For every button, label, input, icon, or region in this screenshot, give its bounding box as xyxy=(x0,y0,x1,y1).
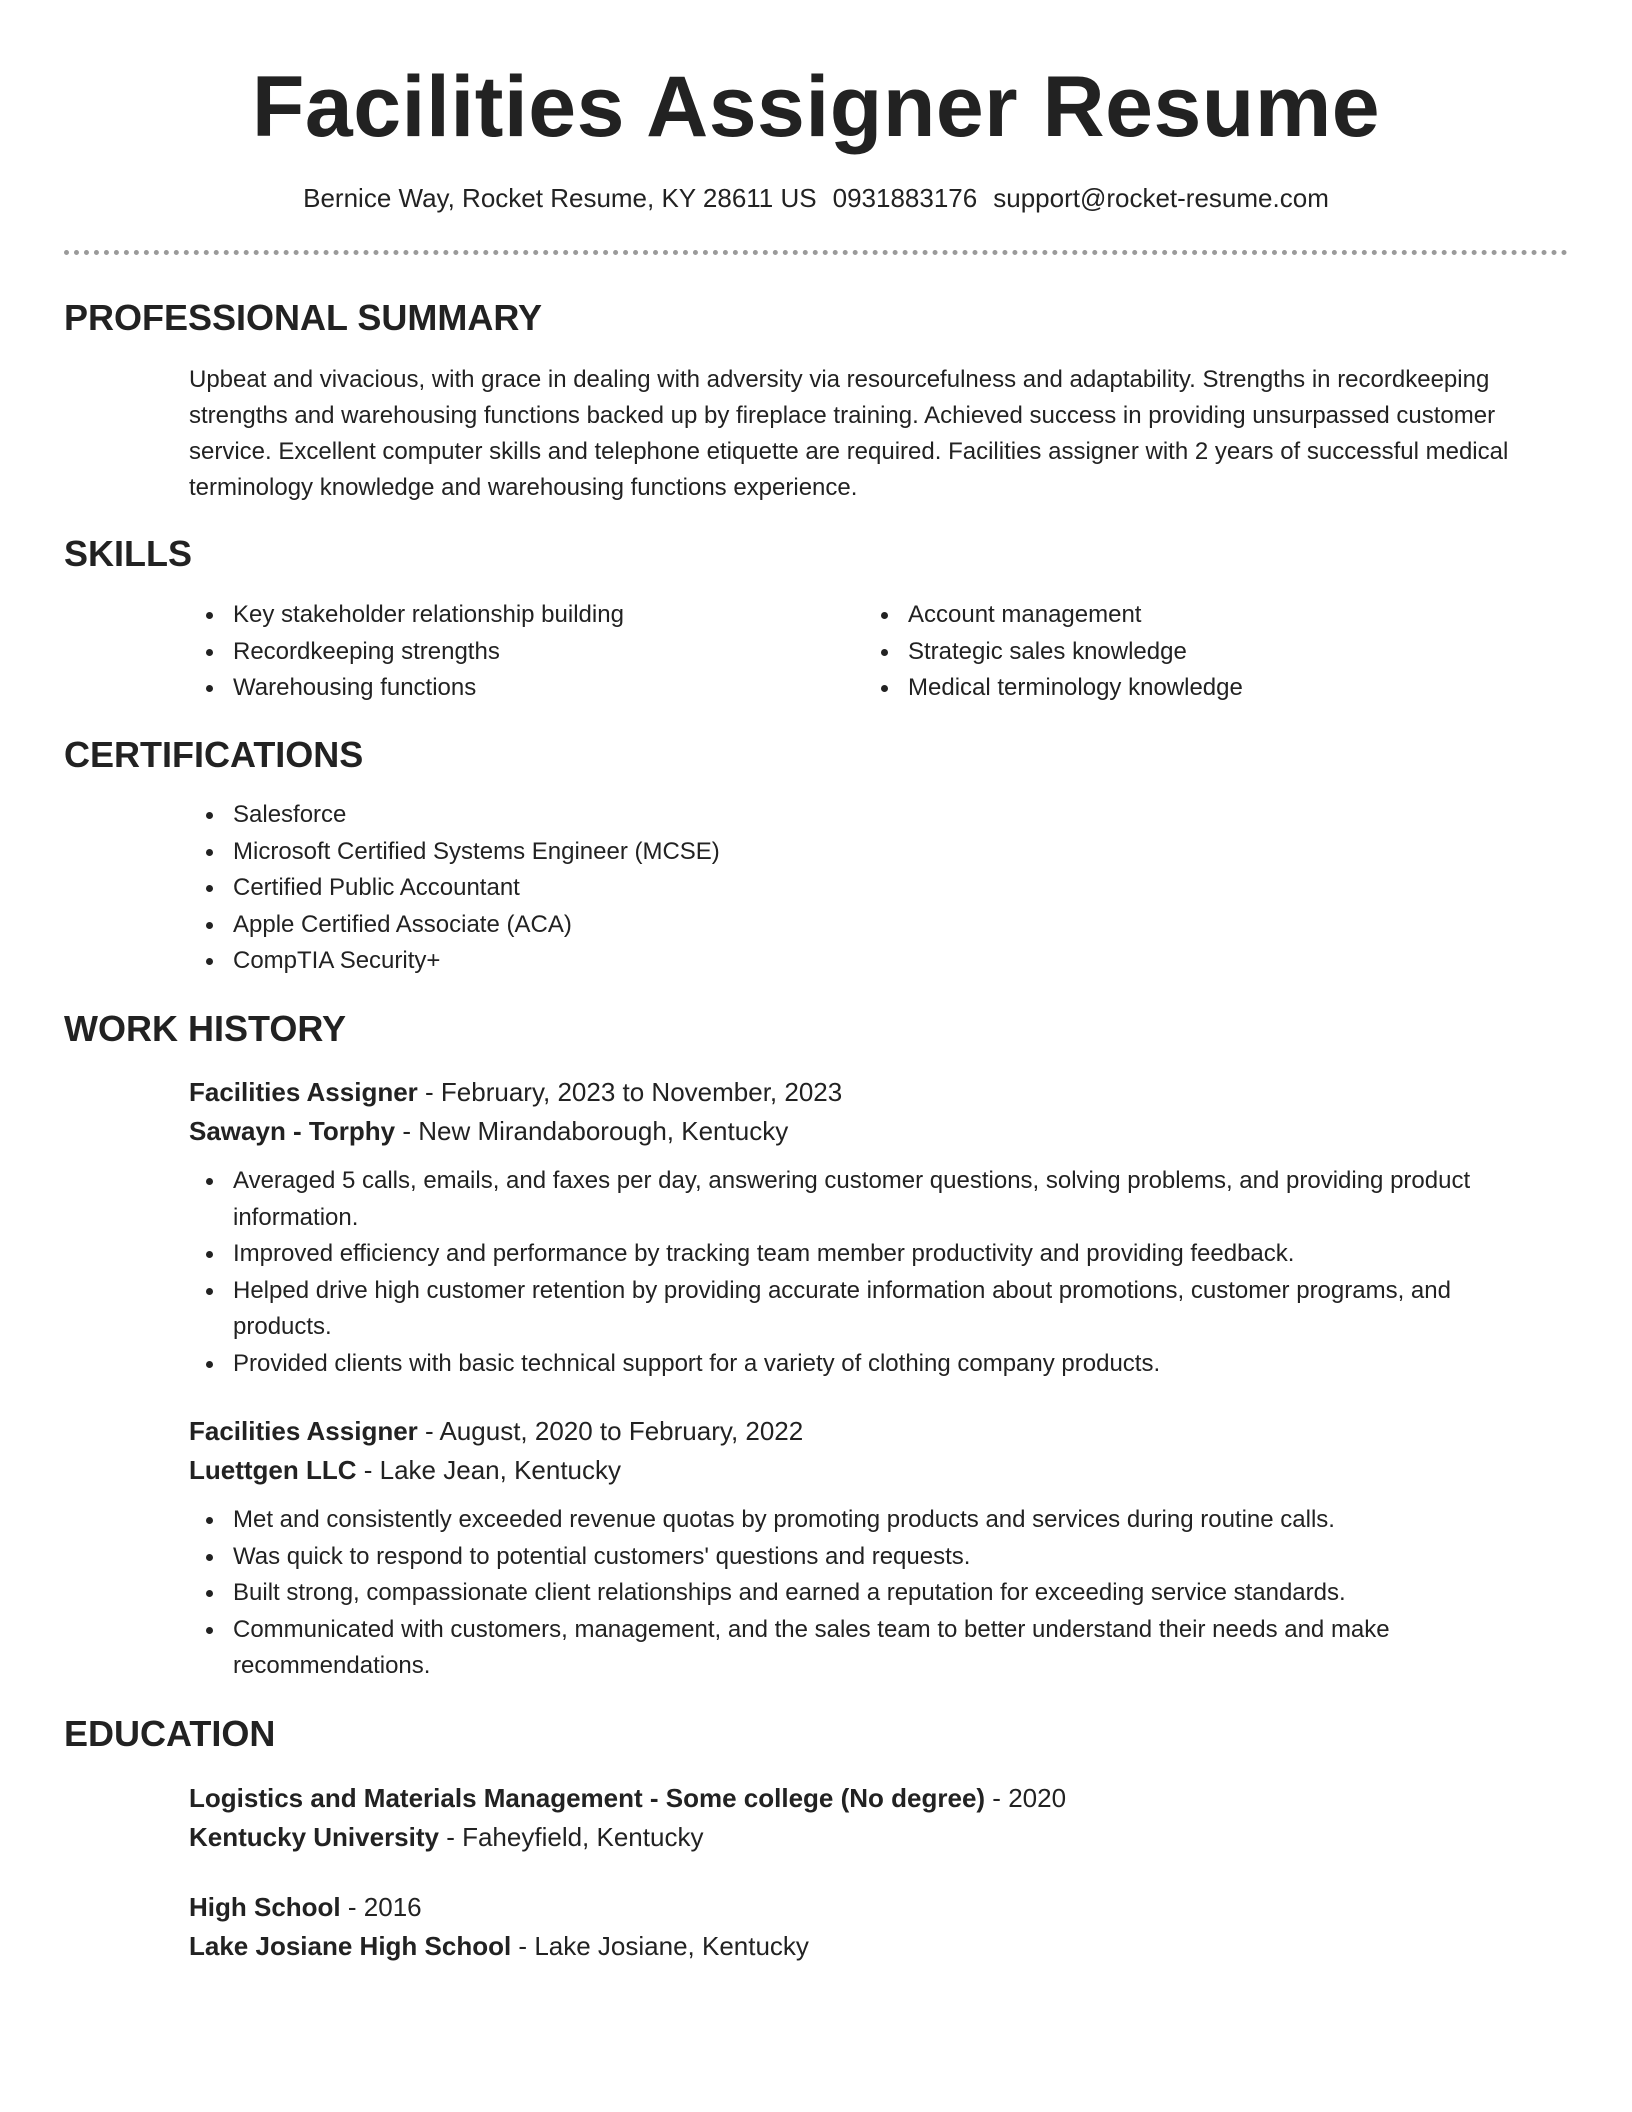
job-title-line xyxy=(189,1073,842,1111)
job-company-line xyxy=(189,1451,621,1489)
job-bullets xyxy=(189,1502,1534,1685)
separator: - xyxy=(356,1455,380,1485)
job-bullet: Improved efficiency and performance by tracking team member productivity and providing feedback. xyxy=(189,1236,1534,1273)
job-bullet: Met and consistently exceeded revenue quotas by promoting products and services during routine calls. xyxy=(189,1502,1534,1539)
separator: - xyxy=(395,1116,419,1146)
education-degree-line xyxy=(189,1779,1066,1817)
job-location: Lake Jean, Kentucky xyxy=(379,1455,622,1485)
education-degree-line xyxy=(189,1888,422,1926)
job-company: Luettgen LLC xyxy=(189,1455,357,1485)
job-dates: February, 2023 to November, 2023 xyxy=(440,1077,843,1107)
certification-item: Apple Certified Associate (ACA) xyxy=(189,907,1569,944)
education-degree: High School xyxy=(189,1892,341,1922)
skill-item: Key stakeholder relationship building xyxy=(189,597,849,634)
skill-item: Medical terminology knowledge xyxy=(864,670,1524,707)
job-bullet: Built strong, compassionate client relationships and earned a reputation for exceeding service standards. xyxy=(189,1575,1534,1612)
certifications-heading: CERTIFICATIONS xyxy=(64,734,364,775)
education-school-line xyxy=(189,1818,703,1856)
separator: - xyxy=(417,1077,441,1107)
separator: - xyxy=(340,1892,364,1922)
job-bullet: Communicated with customers, management, and the sales team to better understand their needs and make recommendations. xyxy=(189,1612,1534,1685)
job-location: New Mirandaborough, Kentucky xyxy=(418,1116,789,1146)
skill-item: Warehousing functions xyxy=(189,670,849,707)
job-bullet: Helped drive high customer retention by providing accurate information about promotions, customer programs, and products. xyxy=(189,1273,1534,1346)
certification-item: Microsoft Certified Systems Engineer (MCSE) xyxy=(189,834,1569,871)
work-history-heading: WORK HISTORY xyxy=(64,1008,347,1049)
certification-item: Certified Public Accountant xyxy=(189,870,1569,907)
job-company-line xyxy=(189,1112,788,1150)
skills-list-right xyxy=(864,597,1524,707)
contact-address: Bernice Way, Rocket Resume, KY 28611 US xyxy=(303,183,817,213)
job-title: Facilities Assigner xyxy=(189,1416,418,1446)
skills-heading: SKILLS xyxy=(64,533,193,574)
job-bullet: Provided clients with basic technical support for a variety of clothing company products. xyxy=(189,1346,1534,1383)
job-title-line xyxy=(189,1412,803,1450)
education-year: 2020 xyxy=(1008,1783,1067,1813)
skill-item: Strategic sales knowledge xyxy=(864,634,1524,671)
education-location: Faheyfield, Kentucky xyxy=(462,1822,704,1852)
job-company: Sawayn - Torphy xyxy=(189,1116,396,1146)
education-location: Lake Josiane, Kentucky xyxy=(534,1931,809,1961)
summary-heading: PROFESSIONAL SUMMARY xyxy=(64,297,543,338)
education-year: 2016 xyxy=(363,1892,422,1922)
job-bullet: Was quick to respond to potential customers' questions and requests. xyxy=(189,1539,1534,1576)
education-degree: Logistics and Materials Management - Some college (No degree) xyxy=(189,1783,986,1813)
separator: - xyxy=(511,1931,535,1961)
separator: - xyxy=(417,1416,440,1446)
education-school-line xyxy=(189,1927,809,1965)
job-bullets xyxy=(189,1163,1534,1382)
education-school: Lake Josiane High School xyxy=(189,1931,512,1961)
skill-item: Account management xyxy=(864,597,1524,634)
education-school: Kentucky University xyxy=(189,1822,439,1852)
certification-item: CompTIA Security+ xyxy=(189,943,1569,980)
contact-phone: 0931883176 xyxy=(832,183,978,213)
job-bullet: Averaged 5 calls, emails, and faxes per day, answering customer questions, solving problems, and providing product information. xyxy=(189,1163,1534,1236)
skills-list-left xyxy=(189,597,849,707)
certification-item: Salesforce xyxy=(189,797,1569,834)
summary-text: Upbeat and vivacious, with grace in dealing with adversity via resourcefulness and adaptability. Strengths in recordkeeping strengths and warehousing functions backed up by fireplace training. Achieved success in providing unsurpassed customer service. Excellent computer skills and telephone etiquette are required. Facilities assigner with 2 years of successful medical terminology knowledge and warehousing functions experience. xyxy=(189,366,1509,501)
contact-email: support@rocket-resume.com xyxy=(993,183,1329,213)
resume-title: Facilities Assigner Resume xyxy=(251,59,1381,155)
header-divider xyxy=(64,250,1568,255)
job-title: Facilities Assigner xyxy=(189,1077,418,1107)
job-dates: August, 2020 to February, 2022 xyxy=(439,1416,804,1446)
separator: - xyxy=(985,1783,1009,1813)
education-heading: EDUCATION xyxy=(64,1713,276,1754)
separator: - xyxy=(438,1822,463,1852)
contact-line xyxy=(0,178,1632,218)
skill-item: Recordkeeping strengths xyxy=(189,634,849,671)
certifications-list xyxy=(189,797,1569,980)
